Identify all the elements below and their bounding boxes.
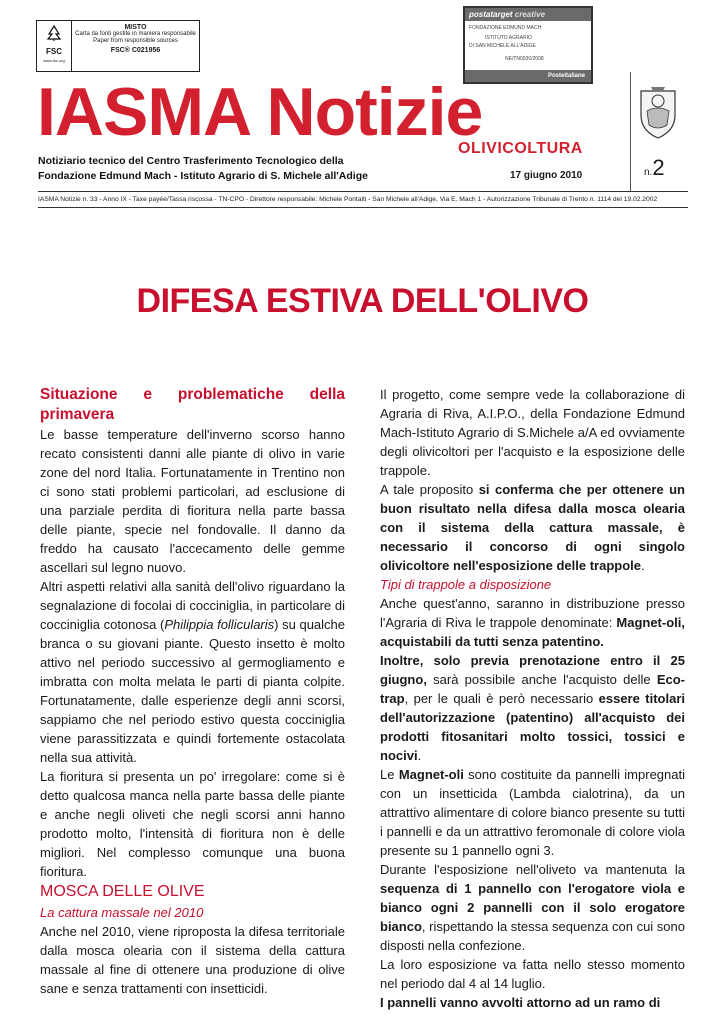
fsc-label [36,20,200,72]
article-headline: DIFESA ESTIVA DELL'OLIVO [136,282,589,320]
text-run: Altri aspetti relativi alla sanità dell'olivo riguardano la segnalazione di focolai di cocciniglia, in particolare di cocciniglia cotonosa ( [40,579,345,632]
subtitle-line-1: Notiziario tecnico del Centro Trasferimento Tecnologico della [38,155,344,167]
text-run: ) su qualche branca o su giovani piante. Questo insetto è molto attivo nel periodo successivo al germogliamento e imbratta con molta melata le parti di pianta colpite. Fortunatamente, dalle esperienze degli anni scorsi, sappiamo che nel periodo estivo questa cocciniglia viene parassitizzata e quindi fortemente ostacolata nella sua attività. [40,617,345,765]
text-run: sono costituite da pannelli impregnati con un insetticida (Lambda cialotrina), da un attrattivo alimentare di colore bianco presente su tutti i pannelli e da un attrattivo feromonale di colore viola presente su 1 pannello ogni 3. [380,767,685,858]
paragraph [380,860,685,955]
paragraph: Anche nel 2010, viene riproposta la difesa territoriale dalla mosca olearia con il sistema della cattura massale al fine di ottenere una produzione di olive sane e senza trattamenti con insetticidi. [40,924,345,996]
text-run: , per le quali è però necessario [404,691,599,706]
fsc-logo-block [37,21,72,71]
masthead-title: IASMA Notizie [37,74,483,150]
section-label: OLIVICOLTURA [458,140,583,157]
bold-run: sequenza di 1 pannello con l'erogatore viola e bianco ogni 2 pannelli con il solo erogatore bianco [380,881,685,934]
text-run: Durante l'esposizione nell'oliveto va mantenuta la [380,862,685,877]
stamp-footer-text: Posteitaliane [547,73,585,79]
masthead-divider [630,72,631,192]
text-run: A tale proposito [380,482,479,497]
issue-number [644,155,665,181]
column-left [40,385,345,998]
subheading-trappole: Tipi di trappole a disposizione [380,577,552,592]
stamp-code: NE/TN0030/2008 [505,56,544,62]
fsc-text [72,21,199,54]
paragraph: Le basse temperature dell'inverno scorso hanno recato consistenti danni alle piante di olivo in varie zone del nord Italia. Fortunatamente in Trentino non ci sono stati problemi particolari, ad esclusione di una parziale perdita di fioritura nella parte bassa delle piante, specie nel fondovalle. Il danno da freddo ha causato l'accecamento delle gemme ascellari sul legno nuovo. [40,427,345,575]
issue-number-value: 2 [652,155,665,180]
crest-icon [637,85,679,140]
paragraph: Il progetto, come sempre vede la collaborazione di Agraria di Riva, A.I.P.O., della Fondazione Edmund Mach-Istituto Agrario di S.Michele a/A ed ovviamente degli olivicoltori per l'acquisto e la esposizione delle trappole. [380,387,685,478]
bold-run: I pannelli vanno avvolti attorno ad un ramo di [380,995,661,1010]
header-rule-top [38,191,688,192]
subtitle-line-2: Fondazione Edmund Mach - Istituto Agrario di S. Michele all'Adige [38,170,368,182]
text-run: . [417,748,422,763]
paragraph [40,577,345,767]
text-run: , rispettando la stessa sequenza con cui sono disposti nella confezione. [380,919,685,953]
paragraph [380,651,685,765]
stamp-line-1: FONDAZIONE EDMUND MACH [469,25,542,31]
fsc-tree-icon [46,25,62,41]
postage-stamp [463,6,593,84]
text-run: sarà possibile anche l'acquisto delle [426,672,657,687]
fsc-logo-text: FSC [46,47,62,56]
paragraph: La loro esposizione va fatta nello stesso momento nel periodo dal 4 al 14 luglio. [380,957,685,991]
bold-run: essere titolari dell'autorizzazione (patentino) all'acquisto dei prodotti fitosanitari molto tossici, tossici e nocivi [380,691,685,763]
paragraph [380,594,685,651]
stamp-brand [465,8,591,21]
text-run: Anche quest'anno, saranno in distribuzione presso l'Agraria di Riva le trappole denominate: [380,596,685,630]
fsc-line-2: Paper from responsible sources [93,38,178,44]
text-run: . [640,558,645,573]
paragraph [380,480,685,575]
heading-mosca: MOSCA DELLE OLIVE [40,883,205,900]
paragraph [380,765,685,860]
fsc-title: MISTO [124,24,147,31]
stamp-line-3: DI SAN MICHELE ALL'ADIGE [469,43,536,49]
column-right [380,385,685,1012]
fsc-code: FSC® C021956 [110,47,161,54]
stamp-line-2: ISTITUTO AGRARIO [485,35,532,41]
stamp-footer [465,70,591,82]
species-name: Philippia follicularis [164,617,275,632]
issue-date: 17 giugno 2010 [510,170,583,181]
issue-number-prefix: n. [644,167,653,178]
heading-situazione: Situazione e problematiche della primavera [40,386,345,423]
bold-run: Inoltre, solo previa prenotazione entro il 25 giugno, [380,653,685,687]
bold-run: si conferma che per ottenere un buon risultato nella difesa dalla mosca olearia con il sistema della cattura massale, è necessario il concorso di ogni singolo olivicoltore nell'esposizione delle trappole [380,482,685,573]
fsc-line-1: Carta da fonti gestite in maniera responsabile [75,31,196,37]
paragraph: La fioritura si presenta un po' irregolare: come si è detto qualcosa manca nella parte bassa delle piante e anche negli oliveti che negli scorsi anni hanno prodotto molto, l'intensità di fioritura non è delle migliori. Nel complesso comunque una buona fioritura. [40,769,345,879]
fsc-web: www.fsc.org [43,58,65,63]
imprint: IASMA Notizie n. 33 - Anno IX - Taxe payée/Tassa riscossa - TN-CPO - Direttore responsabile: Michele Pontalti - San Michele all'Adige, Via E. Mach 1 - Autorizzazione Tribunale di Trento n. 1114 del 19.02.2002 [38,196,658,203]
bold-run: Magnet-oli [398,767,464,782]
header-rule-bottom [38,207,688,208]
text-run: Le [380,767,399,782]
bold-run: Magnet-oli, acquistabili da tutti senza patentino. [380,615,685,649]
bold-run: Eco-trap [380,672,685,706]
stamp-brand-a: postatarget [469,10,513,19]
subheading-cattura: La cattura massale nel 2010 [40,905,204,920]
stamp-brand-b: creative [514,10,546,19]
paragraph [380,993,685,1012]
masthead-subtitle [38,154,368,184]
